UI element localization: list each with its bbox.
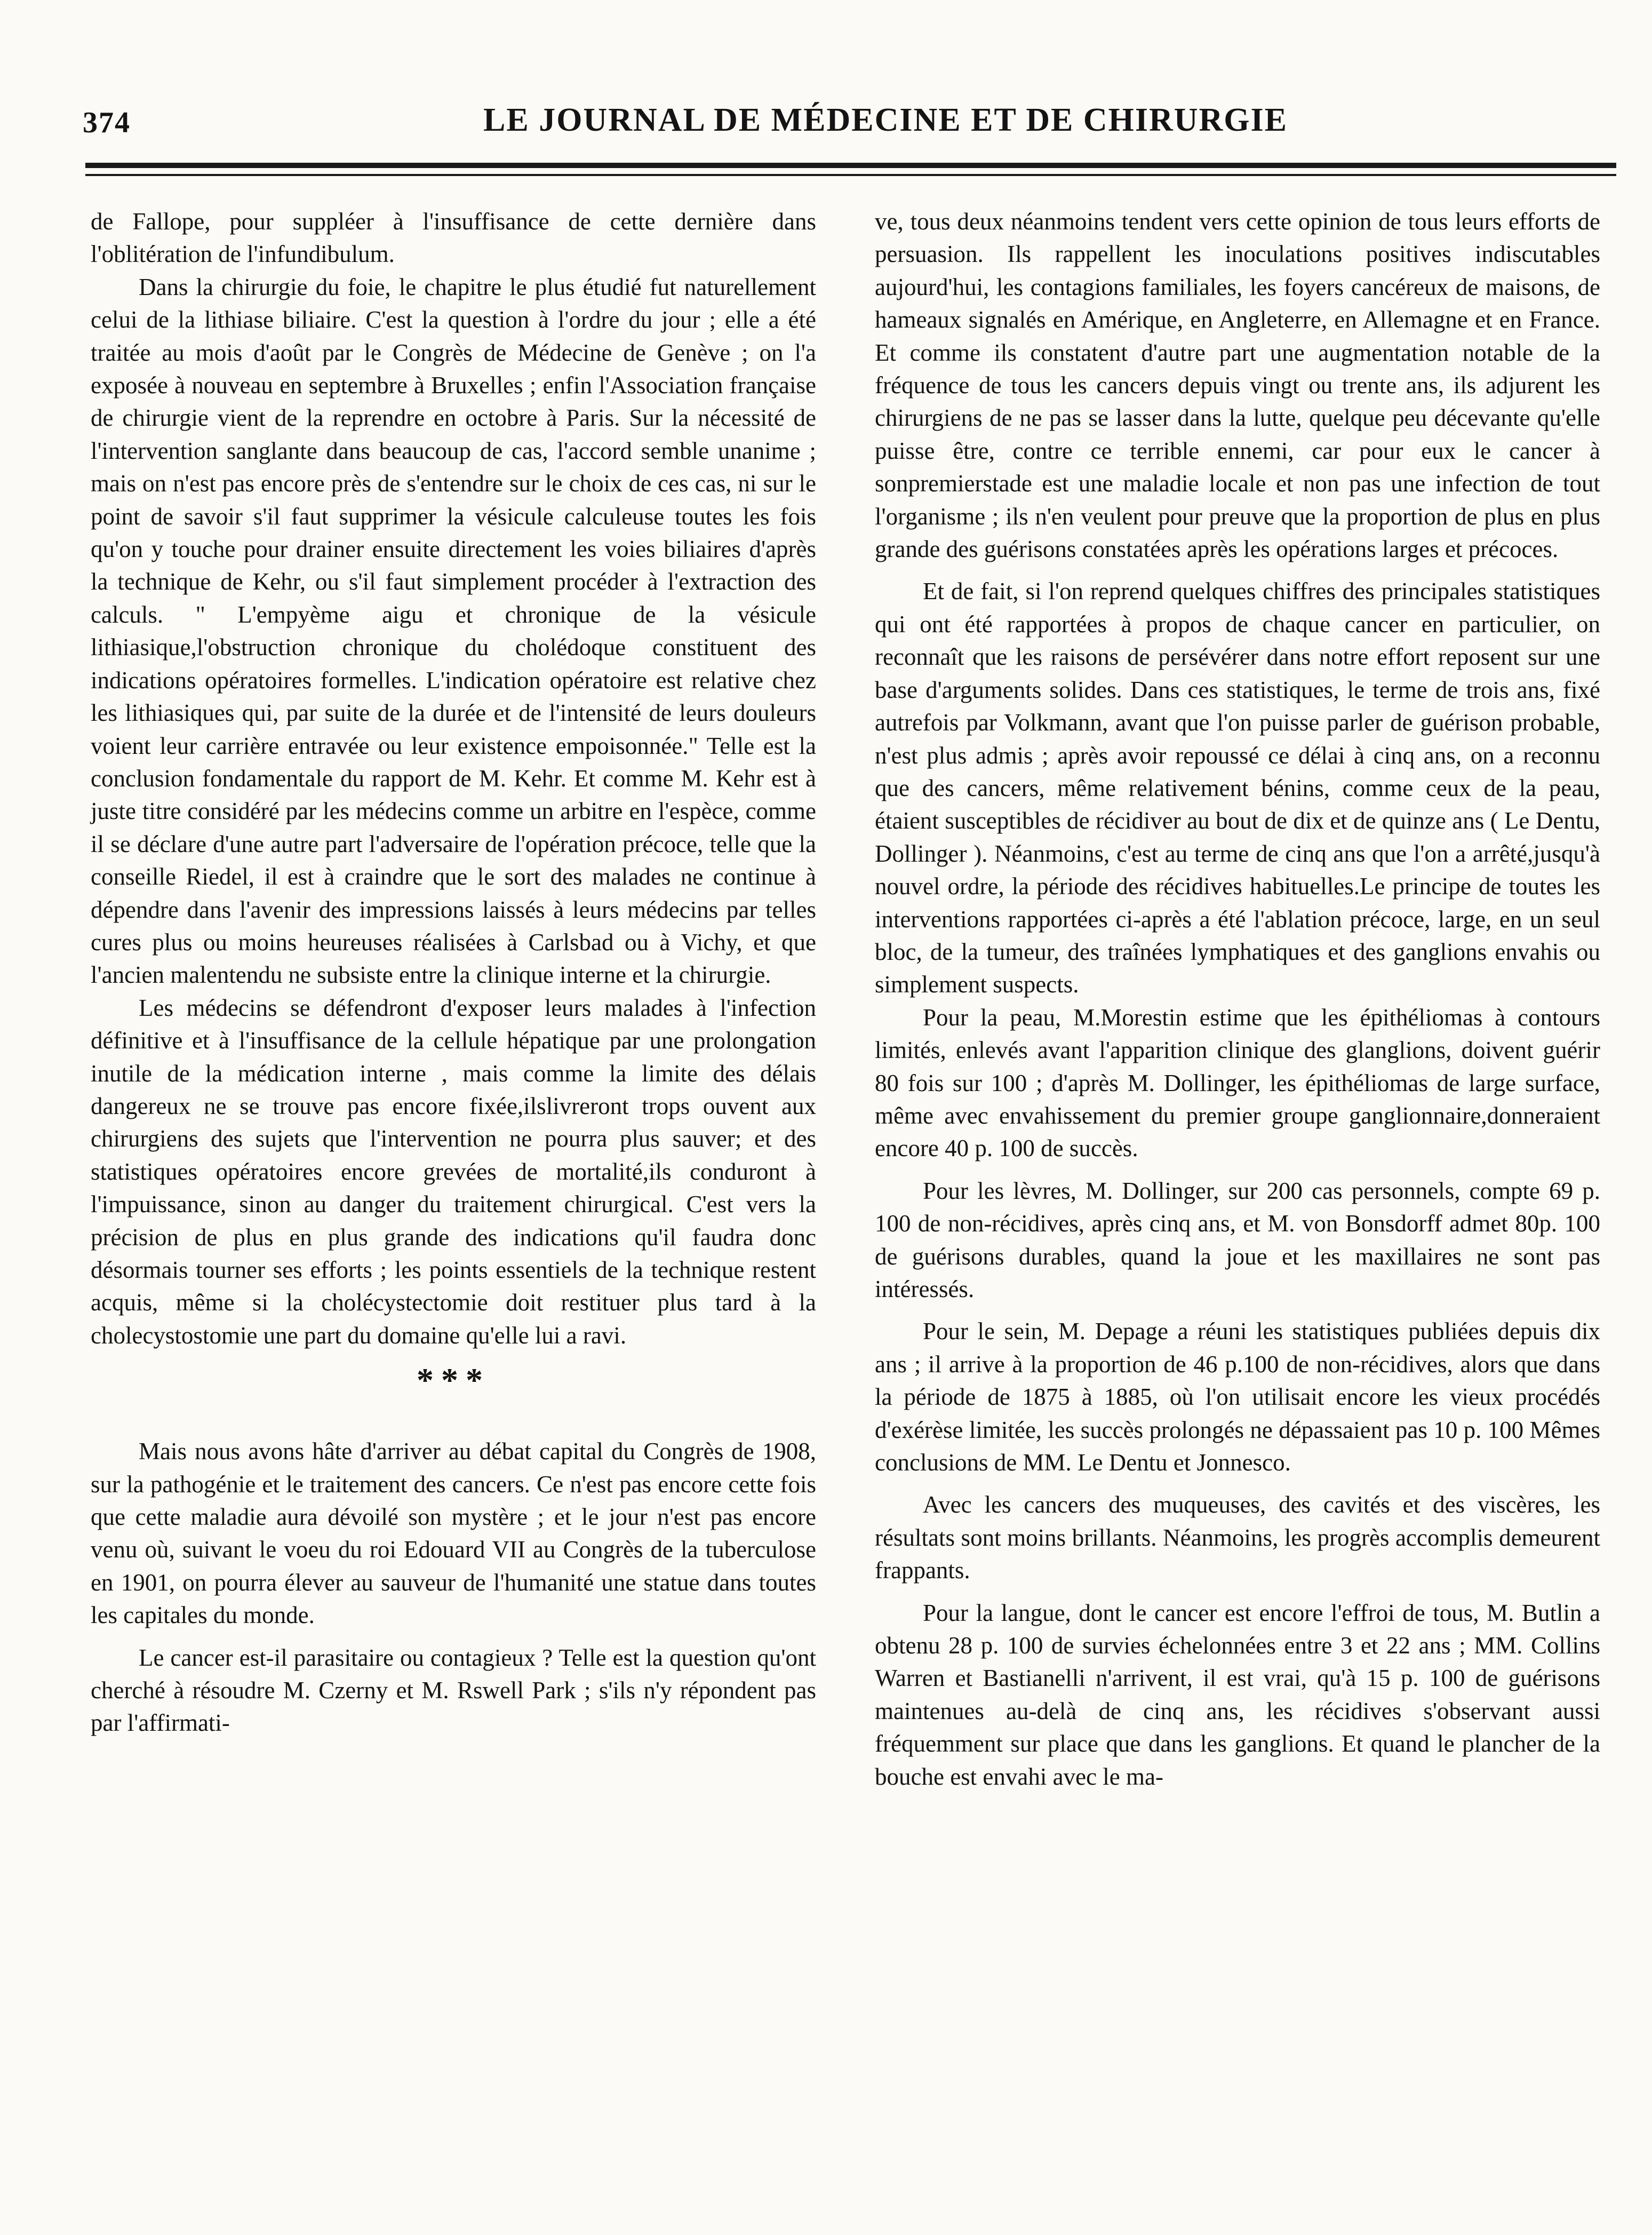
paragraph: Pour la peau, M.Morestin estime que les épithéliomas à contours limités, enlevés avant l'apparition clinique des glanglions, doivent guérir 80 fois sur 100 ; d'après M. Dollinger, les épithéliomas de large surface, même avec envahissement du premier groupe ganglionnaire,donneraient encore 40 p. 100 de succès. [875,1004,1600,1162]
paragraph: Le cancer est-il parasitaire ou contagieux ? Telle est la question qu'ont cherché à résoudre M. Czerny et M. Rswell Park ; s'ils n'y répondent pas par l'affirmati- [91,1644,816,1737]
paragraph: Pour le sein, M. Depage a réuni les statistiques publiées depuis dix ans ; il arrive à la proportion de 46 p.100 de non-récidives, alors que dans la période de 1875 à 1885, où l'on utilisait encore les vieux procédés d'exérèse limitée, les succès prolongés ne dépassaient pas 10 p. 100 Mêmes conclusions de MM. Le Dentu et Jonnesco. [875,1318,1600,1476]
running-head-title: LE JOURNAL DE MÉDECINE ET DE CHIRURGIE [483,102,1288,138]
section-separator-asterisks: *** [417,1361,490,1399]
paragraph: Avec les cancers des muqueuses, des cavités et des viscères, les résultats sont moins brillants. Néanmoins, les progrès accomplis demeurent frappants. [875,1491,1600,1584]
header-rule-thin [85,174,1616,176]
paragraph: de Fallope, pour suppléer à l'insuffisance de cette dernière dans l'oblitération de l'infundibulum. [91,208,816,268]
right-column [875,205,1600,1793]
paragraph: Pour la langue, dont le cancer est encore l'effroi de tous, M. Butlin a obtenu 28 p. 100 de survies échelonnées entre 3 et 22 ans ; MM. Collins Warren et Bastianelli n'arrivent, il est vrai, qu'à 15 p. 100 de guérisons maintenues au-delà de cinq ans, les récidives s'observant aussi fréquemment sur place que dans les ganglions. Et quand le plancher de la bouche est envahi avec le ma- [875,1599,1600,1790]
paragraph: ve, tous deux néanmoins tendent vers cette opinion de tous leurs efforts de persuasion. Ils rappellent les inoculations positives indiscutables aujourd'hui, les contagions familiales, les foyers cancéreux de maisons, de hameaux signalés en Amérique, en Angleterre, en Allemagne et en France. Et comme ils constatent d'autre part une augmentation notable de la fréquence de tous les cancers depuis vingt ou trente ans, ils adjurent les chirurgiens de ne pas se lasser dans la lutte, quelque peu décevante qu'elle puisse être, contre ce terrible ennemi, car pour eux le cancer à sonpremierstade est une maladie locale et non pas une infection de tout l'organisme ; ils n'en veulent pour preuve que la proportion de plus en plus grande des guérisons constatées après les opérations larges et précoces. [875,208,1600,563]
paragraph: Pour les lèvres, M. Dollinger, sur 200 cas personnels, compte 69 p. 100 de non-récidives, après cinq ans, et M. von Bonsdorff admet 80p. 100 de guérisons durables, quand la joue et les maxillaires ne sont pas intéressés. [875,1177,1600,1302]
paragraph: Et de fait, si l'on reprend quelques chiffres des principales statistiques qui ont été rapportées à propos de chaque cancer en particulier, on reconnaît que les raisons de persévérer dans notre effort reposent sur une base d'arguments solides. Dans ces statistiques, le terme de trois ans, fixé autrefois par Volkmann, avant que l'on puisse parler de guérison probable, n'est plus admis ; après avoir repoussé ce délai à cinq ans, on a reconnu que des cancers, même relativement bénins, comme ceux de la peau, étaient susceptibles de récidiver au bout de dix et de quinze ans ( Le Dentu, Dollinger ). Néanmoins, c'est au terme de cinq ans que l'on a arrêté,jusqu'à nouvel ordre, la période des récidives habituelles.Le principe de toutes les interventions rapportées ci-après a été l'ablation précoce, large, en un seul bloc, de la tumeur, des traînées lymphatiques et des ganglions envahis ou simplement suspects. [875,578,1600,998]
paragraph: Les médecins se défendront d'exposer leurs malades à l'infection définitive et à l'insuffisance de la cellule hépatique par une prolongation inutile de la médication interne , mais comme la limite des délais dangereux ne se trouve pas encore fixée,ilslivreront trops ouvent aux chirurgiens des sujets que l'intervention ne pourra plus sauver; et des statistiques opératoires encore grevées de mortalité,ils conduront à l'impuissance, sinon au danger du traitement chirurgical. C'est vers la précision de plus en plus grande des indications qu'il faudra donc désormais tourner ses efforts ; les points essentiels de la technique restent acquis, même si la cholécystectomie doit restituer plus tard à la cholecystostomie une part du domaine qu'elle lui a ravi. [91,994,816,1349]
page-number: 374 [83,106,131,139]
paragraph: Dans la chirurgie du foie, le chapitre le plus étudié fut naturellement celui de la lithiase biliaire. C'est la question à l'ordre du jour ; elle a été traitée au mois d'août par le Congrès de Médecine de Genève ; on l'a exposée à nouveau en septembre à Bruxelles ; enfin l'Association française de chirurgie vient de la reprendre en octobre à Paris. Sur la nécessité de l'intervention sanglante dans beaucoup de cas, l'accord semble unanime ; mais on n'est pas encore près de s'entendre sur le choix de ces cas, ni sur le point de savoir s'il faut supprimer la vésicule calculeuse toutes les fois qu'on y touche pour drainer ensuite directement les voies biliaires d'après la technique de Kehr, ou s'il faut simplement procéder à l'extraction des calculs. " L'empyème aigu et chronique de la vésicule lithiasique,l'obstruction chronique du cholédoque constituent des indications opératoires formelles. L'indication opératoire est relative chez les lithiasiques qui, par suite de la durée et de l'intensité de leurs douleurs voient leur carrière entravée ou leur existence empoisonnée." Telle est la conclusion fondamentale du rapport de M. Kehr. Et comme M. Kehr est à juste titre considéré par les médecins comme un arbitre en l'espèce, comme il se déclare d'une autre part l'adversaire de l'opération précoce, telle que la conseille Riedel, il est à craindre que le sort des malades ne continue à dépendre dans l'avenir des impressions laissés à leurs médecins par telles cures plus ou moins heureuses réalisées à Carlsbad ou à Vichy, et que l'ancien malentendu ne subsiste entre la clinique interne et la chirurgie. [91,273,816,989]
left-column [91,205,816,1740]
paragraph: Mais nous avons hâte d'arriver au débat capital du Congrès de 1908, sur la pathogénie et le traitement des cancers. Ce n'est pas encore cette fois que cette maladie aura dévoilé son mystère ; et le jour n'est pas encore venu où, suivant le voeu du roi Edouard VII au Congrès de la tuberculose en 1901, on pourra élever au sauveur de l'humanité une statue dans toutes les capitales du monde. [91,1438,816,1629]
header-rule-thick [85,163,1616,168]
